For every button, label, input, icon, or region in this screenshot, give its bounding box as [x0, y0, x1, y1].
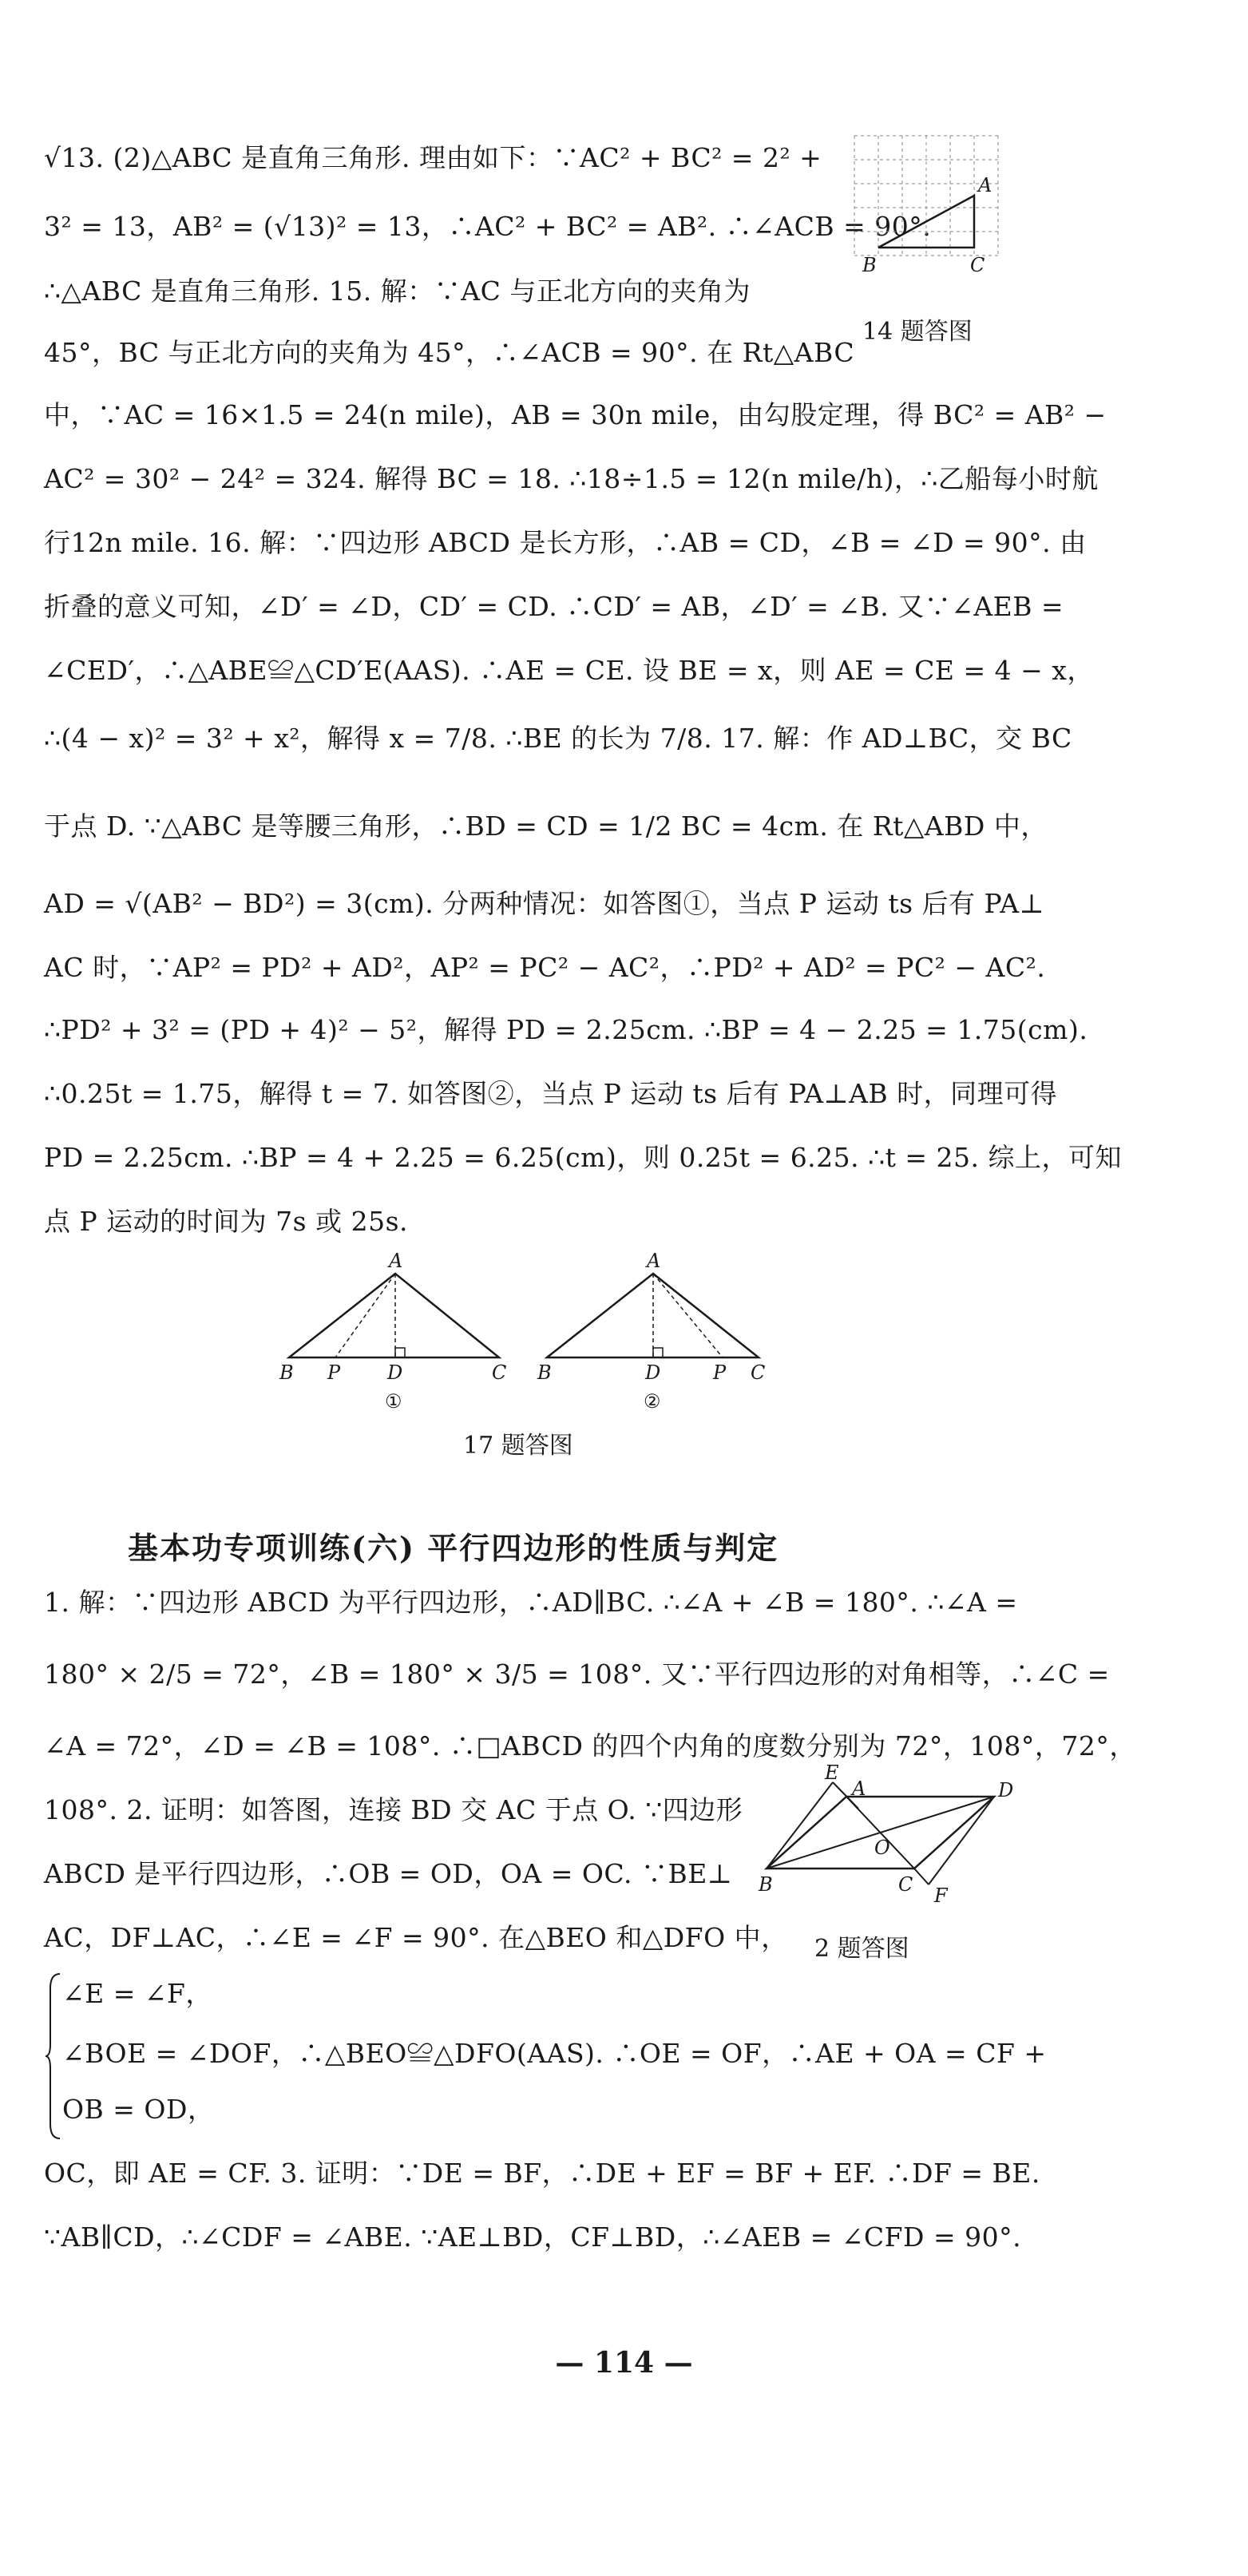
fig2-label-e: E: [825, 1765, 839, 1784]
text-line-24: ∠E = ∠F，: [62, 1978, 212, 2009]
text-line-9: ∠CED′，∴△ABE≌△CD′E(AAS). ∴AE = CE. 设 BE = x，则 AE = CE = 4 − x，: [44, 655, 1094, 686]
text-line-3: ∴△ABC 是直角三角形. 15. 解：∵AC 与正北方向的夹角为: [44, 275, 751, 307]
text-line-7: 行12n mile. 16. 解：∵四边形 ABCD 是长方形，∴AB = CD，∠B = ∠D = 90°. 由: [44, 527, 1087, 558]
text-line-17: 点 P 运动的时间为 7s 或 25s.: [44, 1206, 408, 1237]
text-line-21: 108°. 2. 证明：如答图，连接 BD 交 AC 于点 O. ∵四边形: [44, 1794, 743, 1825]
text-line-28: ∵AB∥CD，∴∠CDF = ∠ABE. ∵AE⊥BD，CF⊥BD，∴∠AEB = ∠CFD = 90°.: [44, 2221, 1022, 2253]
text-line-1: √13. (2)△ABC 是直角三角形. 理由如下：∵AC² + BC² = 2² +: [44, 142, 822, 173]
text-line-8: 折叠的意义可知，∠D′ = ∠D，CD′ = CD. ∴CD′ = AB，∠D′ = ∠B. 又∵∠AEB =: [44, 591, 1064, 622]
text-line-26: OB = OD，: [62, 2094, 215, 2125]
fig14-label-b: B: [862, 254, 877, 276]
fig2-label-b: B: [759, 1873, 773, 1896]
text-line-14: ∴PD² + 3² = (PD + 4)² − 5²，解得 PD = 2.25cm. ∴BP = 4 − 2.25 = 1.75(cm).: [44, 1014, 1088, 1045]
fig17l-label-a: A: [389, 1250, 403, 1272]
page-number: — 114 —: [555, 2346, 693, 2380]
fig17l-label-p: P: [327, 1361, 341, 1384]
text-line-11: 于点 D. ∵△ABC 是等腰三角形，∴BD = CD = 1/2 BC = 4cm. 在 Rt△ABD 中，: [44, 810, 1048, 842]
text-line-22: ABCD 是平行四边形，∴OB = OD，OA = OC. ∵BE⊥: [44, 1858, 733, 1889]
text-line-16: PD = 2.25cm. ∴BP = 4 + 2.25 = 6.25(cm)，则 0.25t = 6.25. ∴t = 25. 综上，可知: [44, 1142, 1123, 1173]
text-line-15: ∴0.25t = 1.75，解得 t = 7. 如答图②，当点 P 运动 ts 后有 PA⊥AB 时，同理可得: [44, 1078, 1058, 1109]
fig17-caption: 17 题答图: [463, 1432, 573, 1460]
fig2-label-d: D: [998, 1779, 1014, 1801]
fig17r-label-b: B: [537, 1361, 552, 1384]
system-brace: [44, 1972, 63, 2140]
fig2-label-a: A: [852, 1777, 866, 1800]
fig14-caption: 14 题答图: [862, 318, 973, 346]
fig17-sub-2: ②: [644, 1390, 661, 1413]
fig17r-label-a: A: [647, 1250, 661, 1272]
fig14-label-c: C: [970, 254, 985, 276]
text-line-25: ∠BOE = ∠DOF，∴△BEO≌△DFO(AAS). ∴OE = OF，∴AE + OA = CF +: [62, 2038, 1047, 2069]
text-line-5: 中，∵AC = 16×1.5 = 24(n mile)，AB = 30n mile，由勾股定理，得 BC² = AB² −: [44, 399, 1107, 430]
figure-14: [850, 132, 1010, 283]
fig14-label-a: A: [978, 174, 992, 196]
fig17-sub-1: ①: [385, 1390, 402, 1413]
text-line-18: 1. 解：∵四边形 ABCD 为平行四边形，∴AD∥BC. ∴∠A + ∠B = 180°. ∴∠A =: [44, 1587, 1018, 1618]
text-line-23: AC，DF⊥AC，∴∠E = ∠F = 90°. 在△BEO 和△DFO 中，: [44, 1922, 788, 1953]
text-line-19: 180° × 2/5 = 72°，∠B = 180° × 3/5 = 108°. 又∵平行四边形的对角相等，∴∠C =: [44, 1659, 1110, 1690]
fig2-label-f: F: [934, 1884, 948, 1907]
figure-2: [755, 1765, 1026, 1916]
text-line-2: 3² = 13，AB² = (√13)² = 13，∴AC² + BC² = AB². ∴∠ACB = 90°.: [44, 211, 932, 242]
text-line-27: OC，即 AE = CF. 3. 证明：∵DE = BF，∴DE + EF = BF + EF. ∴DF = BE.: [44, 2158, 1040, 2189]
fig2-label-c: C: [898, 1873, 913, 1896]
text-line-12: AD = √(AB² − BD²) = 3(cm). 分两种情况：如答图①，当点 P 运动 ts 后有 PA⊥: [44, 888, 1045, 919]
text-line-6: AC² = 30² − 24² = 324. 解得 BC = 18. ∴18÷1.5 = 12(n mile/h)，∴乙船每小时航: [44, 463, 1099, 494]
fig17r-label-c: C: [751, 1361, 766, 1384]
fig17l-label-d: D: [387, 1361, 403, 1384]
fig17r-label-p: P: [713, 1361, 727, 1384]
text-line-20: ∠A = 72°，∠D = ∠B = 108°. ∴□ABCD 的四个内角的度数分别为 72°，108°，72°，: [44, 1730, 1136, 1762]
text-line-4: 45°，BC 与正北方向的夹角为 45°，∴∠ACB = 90°. 在 Rt△ABC: [44, 337, 855, 368]
figure-17: [271, 1250, 798, 1417]
fig17l-label-c: C: [492, 1361, 507, 1384]
section-title: 基本功专项训练(六) 平行四边形的性质与判定: [128, 1530, 779, 1566]
text-line-13: AC 时，∵AP² = PD² + AD²，AP² = PC² − AC²，∴PD² + AD² = PC² − AC².: [44, 952, 1046, 983]
fig17r-label-d: D: [645, 1361, 661, 1384]
fig2-label-o: O: [874, 1837, 890, 1859]
fig2-caption: 2 题答图: [814, 1935, 909, 1963]
fig17l-label-b: B: [279, 1361, 294, 1384]
text-line-10: ∴(4 − x)² = 3² + x²，解得 x = 7/8. ∴BE 的长为 7/8. 17. 解：作 AD⊥BC，交 BC: [44, 723, 1072, 754]
